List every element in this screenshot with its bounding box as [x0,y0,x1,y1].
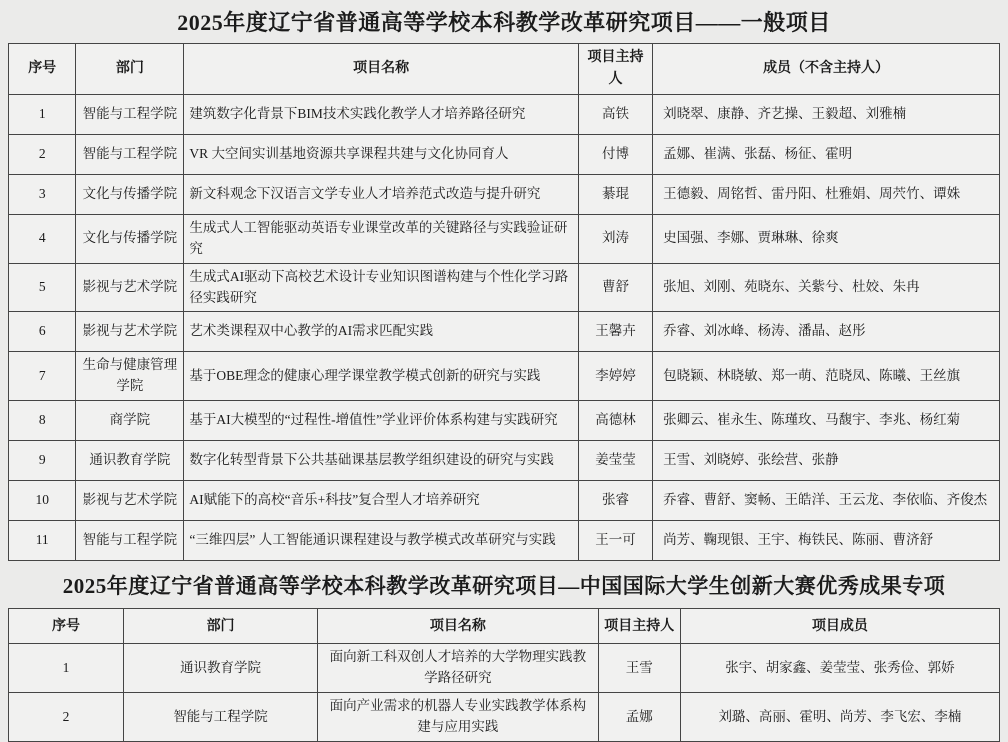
cell-index: 8 [9,401,76,441]
cell-department: 文化与传播学院 [76,214,184,263]
cell-project-name: 基于OBE理念的健康心理学课堂教学模式创新的研究与实践 [184,352,578,401]
cell-members: 张宇、胡家鑫、姜莹莹、张秀俭、郭娇 [680,644,999,693]
cell-index: 6 [9,312,76,352]
cell-department: 智能与工程学院 [76,521,184,561]
cell-leader: 付博 [578,134,652,174]
cell-project-name: 生成式AI驱动下高校艺术设计专业知识图谱构建与个性化学习路径实践研究 [184,263,578,312]
cell-project-name: 基于AI大模型的“过程性-增值性”学业评价体系构建与实践研究 [184,401,578,441]
cell-department: 智能与工程学院 [76,134,184,174]
cell-index: 7 [9,352,76,401]
cell-leader: 王馨卉 [578,312,652,352]
cell-department: 文化与传播学院 [76,174,184,214]
table2-body [9,644,1000,742]
cell-members: 张旭、刘刚、苑晓东、关紫兮、杜姣、朱冉 [653,263,1000,312]
cell-index: 9 [9,441,76,481]
cell-department: 商学院 [76,401,184,441]
column-header-members: 项目成员 [680,609,999,644]
table-row [9,312,1000,352]
cell-project-name: 建筑数字化背景下BIM技术实践化教学人才培养路径研究 [184,94,578,134]
header-row [9,609,1000,644]
cell-members: 尚芳、鞠现银、王宇、梅铁民、陈丽、曹济舒 [653,521,1000,561]
cell-department: 智能与工程学院 [123,693,317,742]
table-row [9,352,1000,401]
cell-members: 刘晓翠、康静、齐艺操、王毅超、刘雅楠 [653,94,1000,134]
cell-leader: 高铁 [578,94,652,134]
cell-leader: 姜莹莹 [578,441,652,481]
cell-project-name: 数字化转型背景下公共基础课基层教学组织建设的研究与实践 [184,441,578,481]
cell-project-name: 艺术类课程双中心教学的AI需求匹配实践 [184,312,578,352]
table-row [9,644,1000,693]
table1-body [9,94,1000,561]
cell-project-name: 生成式人工智能驱动英语专业课堂改革的关键路径与实践验证研究 [184,214,578,263]
table-row [9,441,1000,481]
table-row [9,693,1000,742]
cell-leader: 孟娜 [598,693,680,742]
table-row [9,481,1000,521]
cell-project-name: “三维四层” 人工智能通识课程建设与教学模式改革研究与实践 [184,521,578,561]
column-header-leader: 项目主持人 [598,609,680,644]
table-row [9,263,1000,312]
cell-members: 王德毅、周铭哲、雷丹阳、杜雅娟、周茓竹、谭姝 [653,174,1000,214]
column-header-department: 部门 [76,44,184,94]
cell-members: 乔睿、曹舒、窦畅、王皓洋、王云龙、李依临、齐俊杰 [653,481,1000,521]
cell-index: 5 [9,263,76,312]
innovation-contest-special-table [8,608,1000,742]
cell-index: 11 [9,521,76,561]
column-header-project-name: 项目名称 [184,44,578,94]
table1-title: 2025年度辽宁省普通高等学校本科教学改革研究项目——一般项目 [177,10,831,35]
table-row [9,94,1000,134]
table-row [9,174,1000,214]
cell-index: 10 [9,481,76,521]
cell-department: 智能与工程学院 [76,94,184,134]
cell-project-name: VR 大空间实训基地资源共享课程共建与文化协同育人 [184,134,578,174]
table2-title: 2025年度辽宁省普通高等学校本科教学改革研究项目—中国国际大学生创新大赛优秀成果专项 [62,574,946,599]
cell-leader: 张睿 [578,481,652,521]
cell-index: 3 [9,174,76,214]
cell-project-name: 面向产业需求的机器人专业实践教学体系构建与应用实践 [318,693,598,742]
table-row [9,521,1000,561]
cell-index: 1 [9,644,124,693]
cell-department: 通识教育学院 [76,441,184,481]
cell-leader: 李婷婷 [578,352,652,401]
cell-department: 影视与艺术学院 [76,312,184,352]
cell-leader: 王一可 [578,521,652,561]
table-row [9,401,1000,441]
cell-index: 1 [9,94,76,134]
cell-members: 孟娜、崔满、张磊、杨征、霍明 [653,134,1000,174]
cell-index: 2 [9,693,124,742]
header-row [9,44,1000,94]
cell-index: 2 [9,134,76,174]
column-header-index: 序号 [9,44,76,94]
cell-members: 王雪、刘晓婷、张绘营、张静 [653,441,1000,481]
cell-members: 史国强、李娜、贾琳琳、徐爽 [653,214,1000,263]
cell-project-name: 新文科观念下汉语言文学专业人才培养范式改造与提升研究 [184,174,578,214]
column-header-project-name: 项目名称 [318,609,598,644]
cell-members: 包晓颖、林晓敏、郑一萌、范晓凤、陈曦、王丝旗 [653,352,1000,401]
cell-department: 影视与艺术学院 [76,263,184,312]
cell-department: 通识教育学院 [123,644,317,693]
column-header-leader: 项目主持人 [578,44,652,94]
cell-department: 影视与艺术学院 [76,481,184,521]
column-header-index: 序号 [9,609,124,644]
table2-header [9,609,1000,644]
table-row [9,214,1000,263]
table1-header [9,44,1000,94]
cell-project-name: 面向新工科双创人才培养的大学物理实践教学路径研究 [318,644,598,693]
cell-members: 张卿云、崔永生、陈瑾玫、马馥宇、李兆、杨红菊 [653,401,1000,441]
cell-index: 4 [9,214,76,263]
cell-leader: 王雪 [598,644,680,693]
cell-project-name: AI赋能下的高校“音乐+科技”复合型人才培养研究 [184,481,578,521]
general-projects-table [8,43,1000,561]
cell-leader: 刘涛 [578,214,652,263]
cell-leader: 綦琨 [578,174,652,214]
cell-members: 刘璐、高丽、霍明、尚芳、李飞宏、李楠 [680,693,999,742]
cell-department: 生命与健康管理学院 [76,352,184,401]
table-row [9,134,1000,174]
cell-leader: 高德林 [578,401,652,441]
cell-leader: 曹舒 [578,263,652,312]
column-header-department: 部门 [123,609,317,644]
cell-members: 乔睿、刘冰峰、杨涛、潘晶、赵彤 [653,312,1000,352]
column-header-members: 成员（不含主持人） [653,44,1000,94]
